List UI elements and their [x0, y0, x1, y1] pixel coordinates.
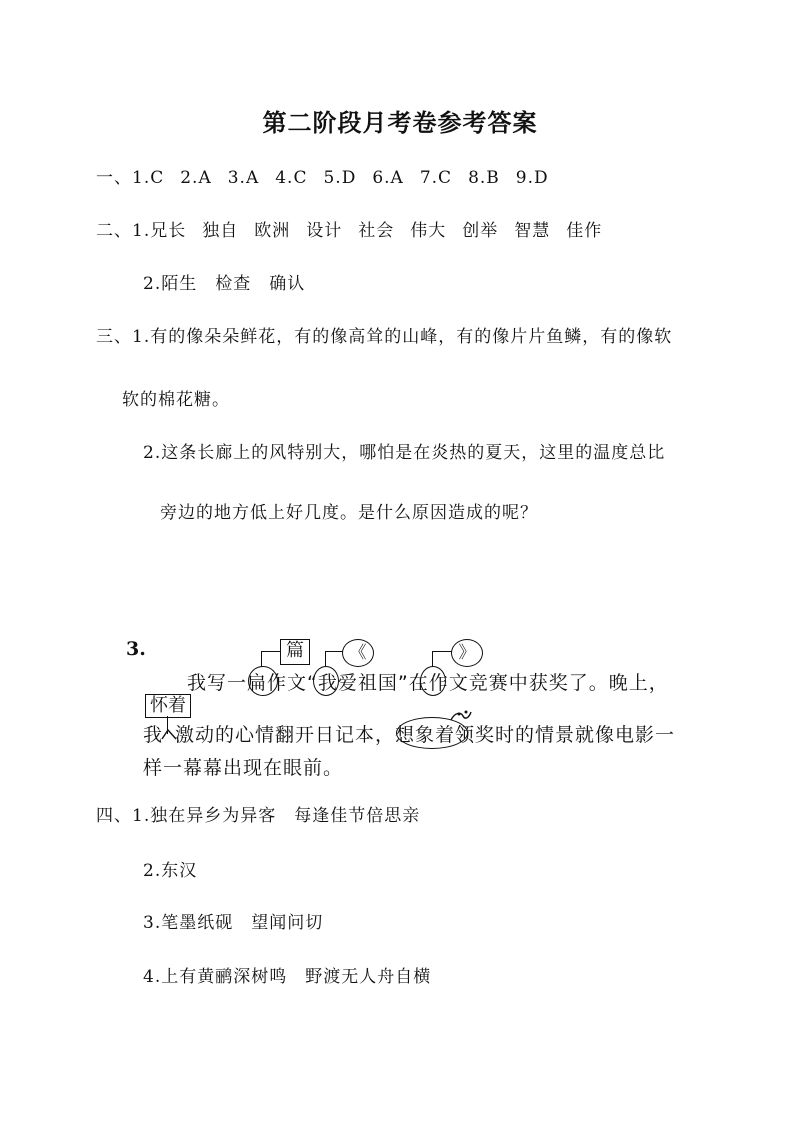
word-8: 智慧: [514, 221, 551, 241]
q3-line2-d: 领奖时的情景就像电影一: [455, 724, 676, 746]
section-2-q2: 2.陌生 检查 确认: [143, 274, 306, 294]
correction-stem-close-quote: [432, 651, 433, 667]
correction-circle-book-open: 《: [342, 639, 374, 667]
word-6: 伟大: [410, 221, 447, 241]
q3-line1-c: 作文: [267, 672, 308, 694]
section-2-q1-row: [96, 216, 618, 241]
q3-line2-deleted-word: 想象着: [395, 724, 456, 746]
correction-stem-bian: [261, 651, 262, 667]
q3-line2-b: 激动的心情翻开日记本，: [175, 724, 396, 746]
word-7: 创举: [462, 221, 499, 241]
word-1: 兄长: [150, 221, 187, 241]
mc-answer-9: 9.D: [515, 168, 549, 188]
mc-answer-6: 6.A: [372, 168, 404, 188]
deletion-tail-icon: [449, 706, 477, 724]
section-3-q2-line1: 2.这条长廊上的风特别大，哪怕是在炎热的夏天，这里的温度总比: [143, 443, 666, 463]
q3-line2-a: 我: [143, 724, 164, 746]
mc-answer-3: 3.A: [227, 168, 260, 188]
section-4-q1: 1.独在异乡为异客 每逢佳节倍思亲: [132, 806, 421, 826]
correction-stem-open-quote: [325, 651, 326, 667]
word-3: 欧洲: [254, 221, 291, 241]
word-4: 设计: [306, 221, 343, 241]
word-5: 社会: [358, 221, 395, 241]
section-3-q2-line2: 旁边的地方低上好几度。是什么原因造成的呢？: [160, 503, 538, 523]
q3-open-quote: “: [307, 672, 318, 694]
section-4-q4: 4.上有黄鹂深树鸣 野渡无人舟自横: [143, 967, 432, 987]
word-2: 独自: [202, 221, 239, 241]
section-3-q1-text: 1.有的像朵朵鲜花，有的像高耸的山峰，有的像片片鱼鳞，有的像软: [132, 327, 673, 347]
q3-close-quote: ”: [397, 672, 409, 694]
q3-wrong-char: 扁: [247, 672, 268, 694]
section-4-q3: 3.笔墨纸砚 望闻问切: [143, 913, 324, 933]
section-4-q2: 2.东汉: [143, 861, 198, 881]
mc-answer-8: 8.B: [468, 168, 500, 188]
correction-circle-open-quote: [313, 666, 339, 696]
q3-line1-e: 我爱祖国: [317, 672, 398, 694]
correction-circle-close-quote: [420, 666, 446, 696]
section-3-q1-line2: 软的棉花糖。: [122, 390, 230, 410]
correction-box-pian: 篇: [280, 639, 310, 665]
q3-line1-g: 在作文竞赛中获奖了。晚上，: [408, 672, 669, 694]
section-3-label: 三、: [96, 327, 132, 347]
section-1-label: 一、: [96, 168, 132, 188]
mc-answer-7: 7.C: [419, 168, 453, 188]
q3-line3: 样一幕幕出现在眼前。: [143, 757, 344, 779]
page-title: 第二阶段月考卷参考答案: [262, 108, 538, 137]
section-4-q1-row: [96, 801, 420, 826]
correction-circle-book-close: 》: [451, 639, 483, 667]
section-3-q1-line1: [96, 322, 672, 347]
correction-circle-bian: [248, 666, 278, 696]
correction-hook-close-quote: [432, 651, 452, 652]
insertion-box-huaizhe: 怀着: [145, 694, 191, 718]
mc-answer-1: 1.C: [132, 168, 165, 188]
section-4-label: 四、: [96, 806, 132, 826]
section-1-row: [96, 163, 565, 188]
section-2-q1-number: 1.: [132, 221, 151, 241]
mc-answer-5: 5.D: [323, 168, 357, 188]
section-2-label: 二、: [96, 221, 132, 241]
section-3-q3-number: 3.: [126, 638, 146, 660]
q3-line1-a: 我写一: [187, 672, 248, 694]
mc-answer-2: 2.A: [180, 168, 212, 188]
correction-hook-open-quote: [325, 651, 343, 652]
correction-hook-bian: [261, 651, 281, 652]
insertion-caret-icon: [160, 727, 178, 741]
mc-answer-4: 4.C: [275, 168, 308, 188]
word-9: 佳作: [566, 221, 603, 241]
